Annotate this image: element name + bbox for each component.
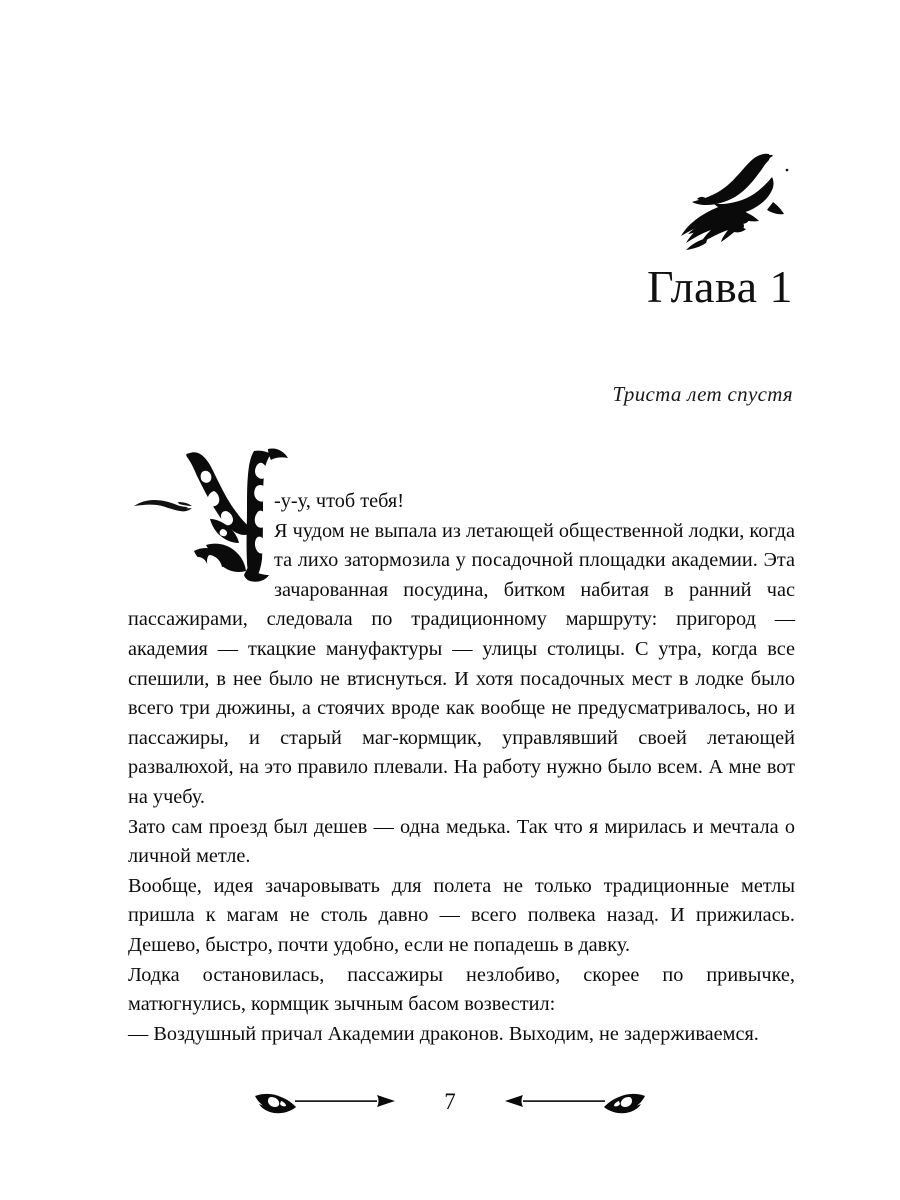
page-number: 7 <box>444 1088 456 1114</box>
leaf-arrow-left-icon <box>484 1084 649 1118</box>
witch-silhouette-icon <box>677 150 795 258</box>
paragraph-body-2: Зато сам проезд был дешев — одна медька. Так что я мирилась и мечтала о личной метле. <box>128 815 795 868</box>
paragraph-exclamation: -у-у, чтоб тебя! <box>274 490 404 512</box>
page-footer <box>0 1079 900 1123</box>
epigraph: Триста лет спустя <box>612 382 793 406</box>
paragraph-dialogue: — Воздушный причал Академии драконов. Выходим, не задерживаемся. <box>128 1022 759 1045</box>
body-text-column <box>128 487 795 1049</box>
chapter-header <box>0 150 795 310</box>
ornamental-dropcap-letter <box>176 445 294 585</box>
paragraph-body-3: Вообще, идея зачаровывать для полета не только традиционные метлы пришла к магам не столь давно — всего полвека назад. И прижилась. Дешево, быстро, почти удобно, если не попадешь в давку. <box>128 874 795 956</box>
leaf-arrow-right-icon <box>251 1084 416 1118</box>
paragraph-body-1: Я чудом не выпала из летающей общественной лодки, когда та лихо затормозила у посадочной площадки академии. Эта зачарованная посудина, битком набитая в ранний час пассажирами, следовала по традиционному маршруту: пригород — академия — ткацкие мануфактуры — улицы столицы. С утра, когда все спешили, в нее было не втиснуться. И хотя посадочных мест в лодке было всего три дюжины, а стоячих вроде как вообще не предусматривалось, но и пассажиры, и старый маг-кормщик, управлявший своей летающей развалюхой, на это правило плевали. На работу нужно было всем. А мне вот на учебу. <box>128 519 795 808</box>
chapter-title: Глава 1 <box>646 261 793 312</box>
dropcap-block <box>122 487 274 583</box>
paragraph-body-4: Лодка остановилась, пассажиры незлобиво, скорее по привычке, матюгнулись, кормщик зычным басом возвестил: <box>128 963 795 1016</box>
